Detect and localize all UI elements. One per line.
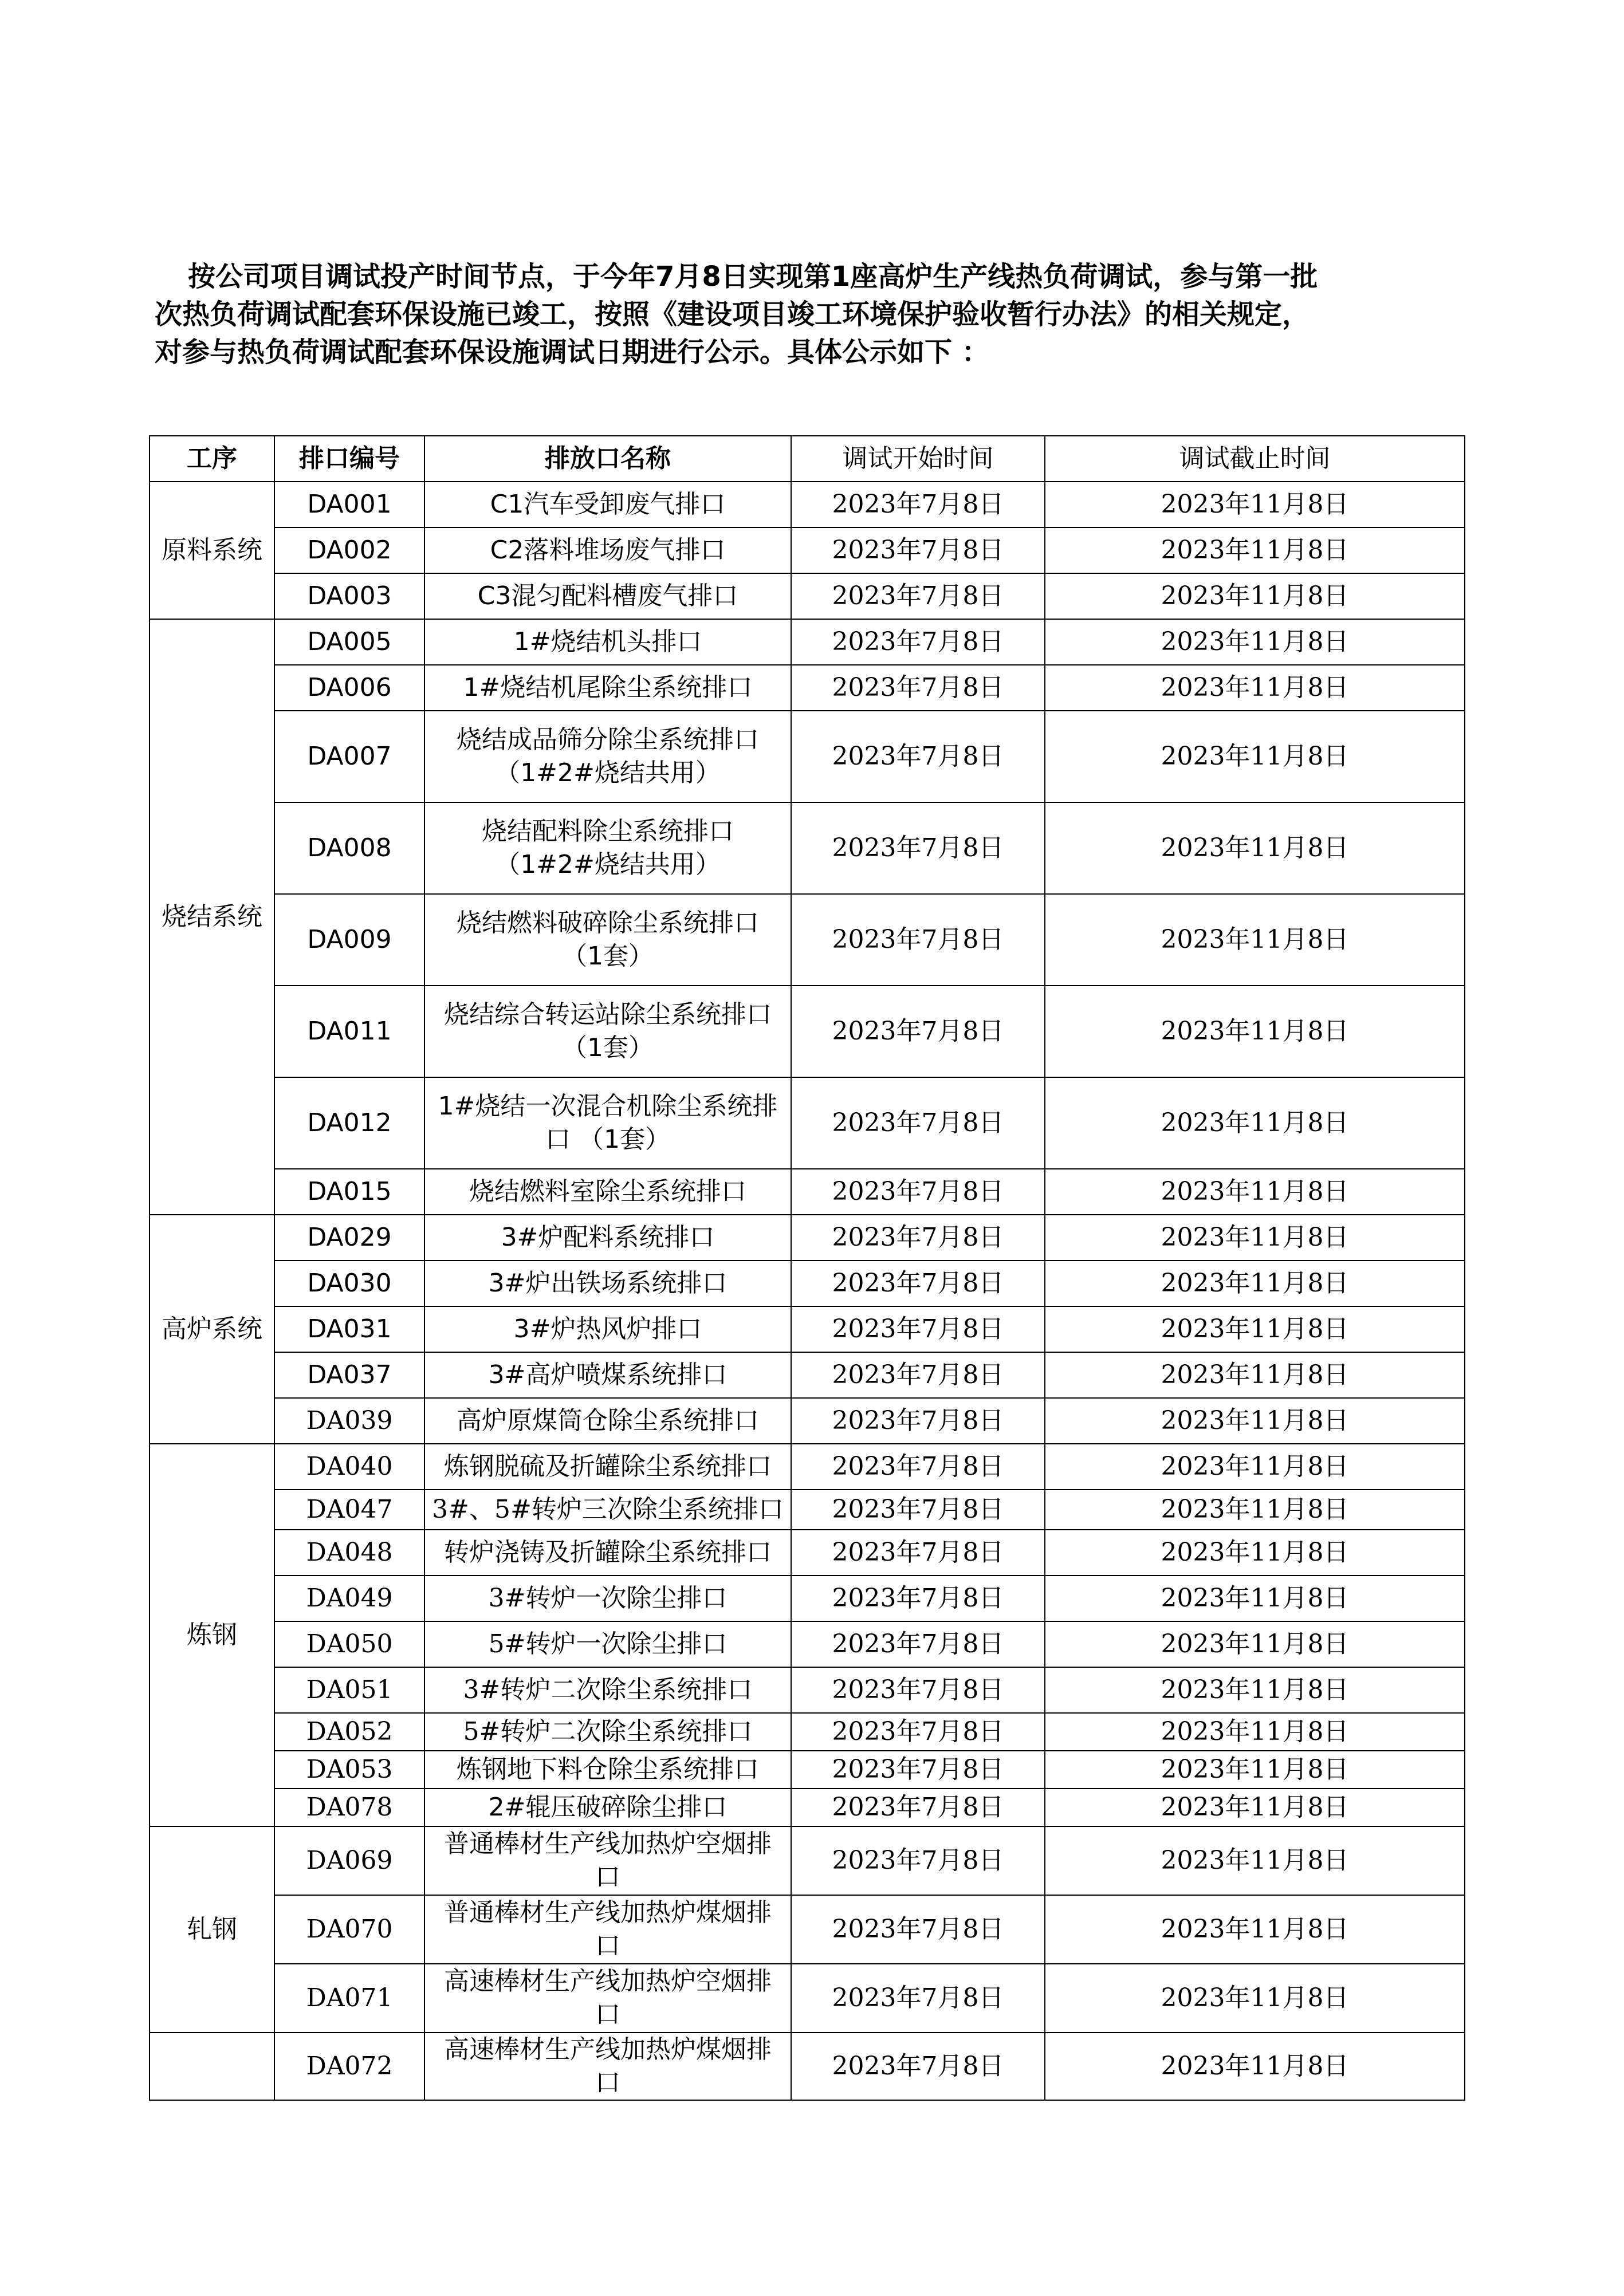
outlet-code: DA049 (274, 1576, 424, 1621)
outlet-name: 高炉原煤筒仓除尘系统排口 (424, 1398, 791, 1444)
outlet-code: DA030 (274, 1261, 424, 1306)
end-date: 2023年11月8日 (1045, 1444, 1465, 1490)
outlet-code: DA006 (274, 665, 424, 711)
end-date: 2023年11月8日 (1045, 1713, 1465, 1751)
outlet-code: DA040 (274, 1444, 424, 1490)
outlet-name: 3#炉配料系统排口 (424, 1215, 791, 1261)
table-row (150, 1398, 1465, 1444)
end-date: 2023年11月8日 (1045, 894, 1465, 986)
start-date: 2023年7月8日 (791, 1490, 1045, 1530)
end-date: 2023年11月8日 (1045, 1751, 1465, 1789)
header-end-date: 调试截止时间 (1045, 436, 1465, 482)
end-date: 2023年11月8日 (1045, 573, 1465, 619)
outlet-code: DA015 (274, 1169, 424, 1215)
end-date: 2023年11月8日 (1045, 1398, 1465, 1444)
outlet-code: DA031 (274, 1306, 424, 1352)
start-date: 2023年7月8日 (791, 527, 1045, 573)
start-date: 2023年7月8日 (791, 1964, 1045, 2033)
outlet-name: 普通棒材生产线加热炉煤烟排 口 (424, 1895, 791, 1964)
end-date: 2023年11月8日 (1045, 1576, 1465, 1621)
end-date: 2023年11月8日 (1045, 1667, 1465, 1713)
table-header-row (150, 436, 1465, 482)
outlet-code: DA052 (274, 1713, 424, 1751)
outlet-name: 炼钢脱硫及折罐除尘系统排口 (424, 1444, 791, 1490)
header-outlet-name: 排放口名称 (424, 436, 791, 482)
outlet-name: 烧结综合转运站除尘系统排口 （1套） (424, 986, 791, 1077)
outlet-code: DA005 (274, 619, 424, 665)
start-date: 2023年7月8日 (791, 1077, 1045, 1169)
table-row (150, 527, 1465, 573)
table-row (150, 1576, 1465, 1621)
outlet-name: 转炉浇铸及折罐除尘系统排口 (424, 1530, 791, 1576)
start-date: 2023年7月8日 (791, 1826, 1045, 1895)
header-outlet-code: 排口编号 (274, 436, 424, 482)
outlet-name: 3#炉热风炉排口 (424, 1306, 791, 1352)
end-date: 2023年11月8日 (1045, 1261, 1465, 1306)
table-row (150, 1751, 1465, 1789)
table-row (150, 1530, 1465, 1576)
outlet-name: C1汽车受卸废气排口 (424, 482, 791, 527)
header-process: 工序 (150, 436, 274, 482)
start-date: 2023年7月8日 (791, 1621, 1045, 1667)
end-date: 2023年11月8日 (1045, 1215, 1465, 1261)
end-date: 2023年11月8日 (1045, 802, 1465, 894)
table-row (150, 1490, 1465, 1530)
end-date: 2023年11月8日 (1045, 527, 1465, 573)
table-row (150, 482, 1465, 527)
start-date: 2023年7月8日 (791, 1751, 1045, 1789)
outlet-name: 烧结配料除尘系统排口 （1#2#烧结共用） (424, 802, 791, 894)
table-row (150, 1826, 1465, 1895)
table-row (150, 1789, 1465, 1826)
outlet-name: 普通棒材生产线加热炉空烟排 口 (424, 1826, 791, 1895)
start-date: 2023年7月8日 (791, 1398, 1045, 1444)
outlet-code: DA072 (274, 2033, 424, 2100)
table-row (150, 986, 1465, 1077)
start-date: 2023年7月8日 (791, 482, 1045, 527)
outlet-name: 高速棒材生产线加热炉空烟排 口 (424, 1964, 791, 2033)
start-date: 2023年7月8日 (791, 1215, 1045, 1261)
outlet-code: DA002 (274, 527, 424, 573)
start-date: 2023年7月8日 (791, 573, 1045, 619)
outlet-name: 3#炉出铁场系统排口 (424, 1261, 791, 1306)
outlet-name: 高速棒材生产线加热炉煤烟排 口 (424, 2033, 791, 2100)
outlet-code: DA009 (274, 894, 424, 986)
outlet-code: DA008 (274, 802, 424, 894)
group-cell: 烧结系统 (150, 619, 274, 1215)
outlet-name: 1#烧结一次混合机除尘系统排 口 （1套） (424, 1077, 791, 1169)
table-row (150, 894, 1465, 986)
intro-paragraph (155, 258, 1472, 371)
outlet-code: DA078 (274, 1789, 424, 1826)
end-date: 2023年11月8日 (1045, 1530, 1465, 1576)
outlet-name: 炼钢地下料仓除尘系统排口 (424, 1751, 791, 1789)
table-row (150, 802, 1465, 894)
table-row (150, 1215, 1465, 1261)
outlet-code: DA011 (274, 986, 424, 1077)
table-row (150, 1713, 1465, 1751)
start-date: 2023年7月8日 (791, 1667, 1045, 1713)
start-date: 2023年7月8日 (791, 665, 1045, 711)
outlet-code: DA071 (274, 1964, 424, 2033)
outlet-code: DA070 (274, 1895, 424, 1964)
header-start-date: 调试开始时间 (791, 436, 1045, 482)
outlet-code: DA050 (274, 1621, 424, 1667)
outlet-code: DA051 (274, 1667, 424, 1713)
start-date: 2023年7月8日 (791, 711, 1045, 802)
start-date: 2023年7月8日 (791, 986, 1045, 1077)
outlet-name: 5#转炉二次除尘系统排口 (424, 1713, 791, 1751)
outlet-name: 烧结燃料室除尘系统排口 (424, 1169, 791, 1215)
table-row (150, 573, 1465, 619)
end-date: 2023年11月8日 (1045, 1169, 1465, 1215)
outlet-code: DA037 (274, 1352, 424, 1398)
table-row (150, 1621, 1465, 1667)
outlet-code: DA069 (274, 1826, 424, 1895)
table-row (150, 619, 1465, 665)
table-row (150, 1352, 1465, 1398)
outlet-code: DA047 (274, 1490, 424, 1530)
end-date: 2023年11月8日 (1045, 1352, 1465, 1398)
intro-line-1: 按公司项目调试投产时间节点，于今年7月8日实现第1座高炉生产线热负荷调试，参与第一批 (188, 261, 1318, 293)
outlet-name: 3#转炉一次除尘排口 (424, 1576, 791, 1621)
outlet-code: DA003 (274, 573, 424, 619)
table-row (150, 1895, 1465, 1964)
end-date: 2023年11月8日 (1045, 619, 1465, 665)
start-date: 2023年7月8日 (791, 1444, 1045, 1490)
table-row (150, 1444, 1465, 1490)
outlet-code: DA029 (274, 1215, 424, 1261)
start-date: 2023年7月8日 (791, 802, 1045, 894)
start-date: 2023年7月8日 (791, 2033, 1045, 2100)
end-date: 2023年11月8日 (1045, 482, 1465, 527)
group-cell: 轧钢 (150, 1826, 274, 2033)
outlet-name: 烧结成品筛分除尘系统排口 （1#2#烧结共用） (424, 711, 791, 802)
start-date: 2023年7月8日 (791, 1306, 1045, 1352)
start-date: 2023年7月8日 (791, 1789, 1045, 1826)
outlet-code: DA053 (274, 1751, 424, 1789)
end-date: 2023年11月8日 (1045, 986, 1465, 1077)
start-date: 2023年7月8日 (791, 1169, 1045, 1215)
outlet-code: DA007 (274, 711, 424, 802)
table-row (150, 711, 1465, 802)
end-date: 2023年11月8日 (1045, 1490, 1465, 1530)
start-date: 2023年7月8日 (791, 619, 1045, 665)
table-row (150, 1306, 1465, 1352)
table-row (150, 665, 1465, 711)
table-row (150, 1667, 1465, 1713)
end-date: 2023年11月8日 (1045, 2033, 1465, 2100)
outlet-code: DA001 (274, 482, 424, 527)
end-date: 2023年11月8日 (1045, 1826, 1465, 1895)
outlet-name: 5#转炉一次除尘排口 (424, 1621, 791, 1667)
outlet-name: 3#高炉喷煤系统排口 (424, 1352, 791, 1398)
outlet-name: C2落料堆场废气排口 (424, 527, 791, 573)
end-date: 2023年11月8日 (1045, 1964, 1465, 2033)
intro-line-2: 次热负荷调试配套环保设施已竣工，按照《建设项目竣工环境保护验收暂行办法》的相关规定， (155, 298, 1310, 330)
outlet-name: C3混匀配料槽废气排口 (424, 573, 791, 619)
outlet-name: 3#转炉二次除尘系统排口 (424, 1667, 791, 1713)
start-date: 2023年7月8日 (791, 1261, 1045, 1306)
table-row (150, 2033, 1465, 2100)
table-row (150, 1169, 1465, 1215)
outlet-name: 1#烧结机头排口 (424, 619, 791, 665)
group-cell-empty (150, 2033, 274, 2100)
outlet-code: DA012 (274, 1077, 424, 1169)
outlet-code: DA048 (274, 1530, 424, 1576)
end-date: 2023年11月8日 (1045, 1077, 1465, 1169)
end-date: 2023年11月8日 (1045, 1306, 1465, 1352)
outlet-code: DA039 (274, 1398, 424, 1444)
group-cell: 高炉系统 (150, 1215, 274, 1444)
end-date: 2023年11月8日 (1045, 1621, 1465, 1667)
start-date: 2023年7月8日 (791, 1576, 1045, 1621)
outlet-name: 烧结燃料破碎除尘系统排口 （1套） (424, 894, 791, 986)
start-date: 2023年7月8日 (791, 1895, 1045, 1964)
start-date: 2023年7月8日 (791, 1530, 1045, 1576)
start-date: 2023年7月8日 (791, 1352, 1045, 1398)
debug-schedule-table (149, 435, 1465, 2101)
table-row (150, 1077, 1465, 1169)
end-date: 2023年11月8日 (1045, 665, 1465, 711)
start-date: 2023年7月8日 (791, 894, 1045, 986)
intro-line-3: 对参与热负荷调试配套环保设施调试日期进行公示。具体公示如下 ： (155, 336, 989, 368)
start-date: 2023年7月8日 (791, 1713, 1045, 1751)
table-row (150, 1964, 1465, 2033)
group-cell: 炼钢 (150, 1444, 274, 1826)
outlet-name: 2#辊压破碎除尘排口 (424, 1789, 791, 1826)
end-date: 2023年11月8日 (1045, 711, 1465, 802)
outlet-name: 3#、5#转炉三次除尘系统排口 (424, 1490, 791, 1530)
table-row (150, 1261, 1465, 1306)
end-date: 2023年11月8日 (1045, 1789, 1465, 1826)
end-date: 2023年11月8日 (1045, 1895, 1465, 1964)
outlet-name: 1#烧结机尾除尘系统排口 (424, 665, 791, 711)
group-cell: 原料系统 (150, 482, 274, 619)
